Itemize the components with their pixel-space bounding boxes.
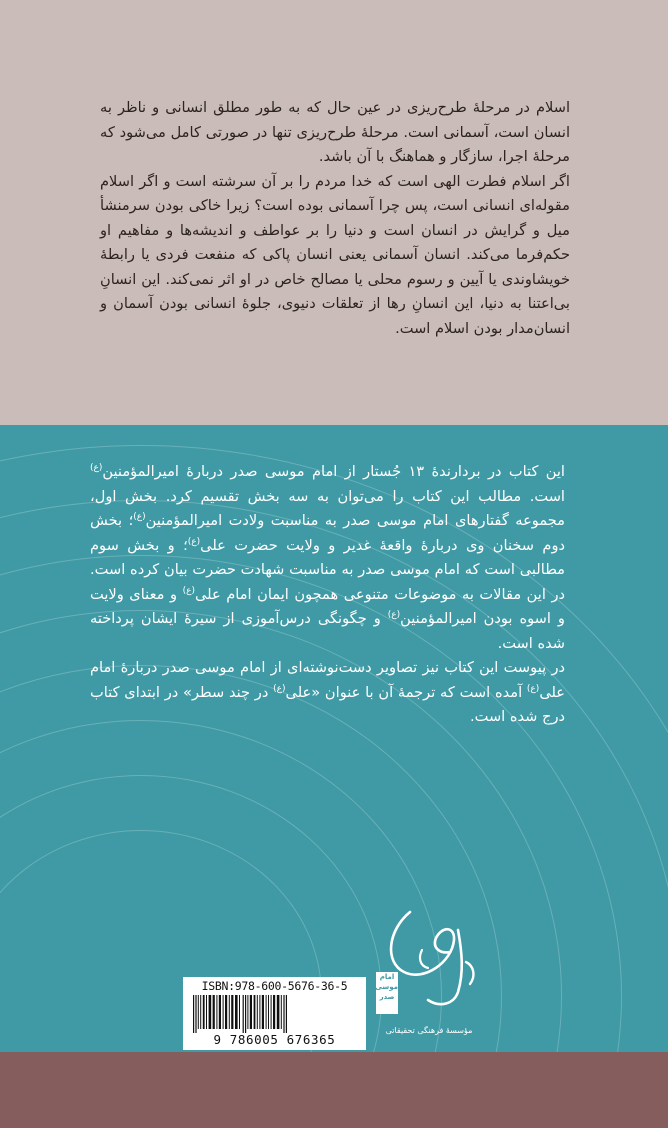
- barcode-bar: [229, 995, 230, 1029]
- honorific-mark: (ع): [273, 683, 286, 694]
- barcode-bar: [219, 995, 221, 1029]
- top-paragraph-1: اسلام در مرحلهٔ طرح‌ریزی در عین حال که به طور مطلق انسانی و ناظر به انسان است، آسمانی است. مرحلهٔ طرح‌ریزی تنها در صورتی کامل می‌شود که مرحلهٔ اجرا، سازگار و هماهنگ با آن باشد.: [100, 99, 570, 165]
- barcode-bar: [262, 995, 264, 1029]
- badge-line: موسی: [375, 983, 398, 991]
- barcode-bar: [209, 995, 212, 1029]
- barcode-bar: [225, 995, 227, 1029]
- barcode-bar: [281, 995, 282, 1029]
- barcode-bars: [191, 995, 358, 1033]
- top-text-block: [100, 96, 570, 341]
- barcode-bar: [216, 995, 217, 1029]
- barcode-bar: [257, 995, 258, 1029]
- barcode-bar: [277, 995, 280, 1029]
- barcode-bar: [231, 995, 233, 1029]
- text-run: در پیوست این کتاب نیز تصاویر دست‌نوشته‌ای از امام موسی صدر دربارهٔ امام علی: [90, 659, 566, 701]
- barcode-bar: [250, 995, 252, 1029]
- barcode-bar: [198, 995, 199, 1029]
- text-run: و چگونگی درس‌آموزی از سیرهٔ ایشان پرداخته شده است.: [90, 610, 565, 652]
- honorific-mark: (ع): [187, 536, 201, 547]
- barcode-bar: [203, 995, 205, 1029]
- top-paragraph-2: اگر اسلام فطرت الهی است که خدا مردم را بر آن سرشته است و اگر اسلام مقوله‌ای انسانی است، پس چرا آسمانی بوده است؟ زیرا خاکی بودن سرمنشأ میل و گرایش در انسان است و دنیا را بر عواطف و اندیشه‌ها و مفاهیم او حکم‌فرما می‌کند. انسان آسمانی یعنی انسان پاکی که منفعت فردی یا رابطهٔ خویشاوندی یا آیین و رسوم محلی یا مصالح خاص در او اثر نمی‌کند. این انسانِ بی‌اعتنا به دنیا، این انسانِ رها از تعلقات دنیوی، جلوهٔ انسانی بودن آسمان و انسان‌مدار بودن اسلام است.: [100, 172, 570, 337]
- barcode-bar: [286, 995, 287, 1033]
- honorific-mark: (ع): [90, 463, 103, 474]
- text-run: در چند سطر» در ابتدای کتاب درج شده است.: [90, 683, 565, 725]
- text-run: است. مطالب این کتاب را می‌توان به سه بخش تقسیم کرد. بخش اول، مجموعه گفتارهای امام موسی صدر به مناسبت ولادت امیرالمؤمنین: [90, 487, 566, 529]
- text-run: این کتاب در بردارندهٔ ۱۳ جُستار از امام موسی صدر دربارهٔ امیرالمؤمنین: [102, 463, 565, 480]
- badge-line: صدر: [379, 993, 395, 1001]
- barcode-bar: [266, 995, 267, 1029]
- barcode-bar: [245, 995, 246, 1033]
- barcode-label: [183, 977, 366, 1050]
- text-run: ؛ و بخش سوم مطالبی است که امام موسی صدر به مناسبت شهادت حضرت بیان کرده است. در این مقالات به موضوعات متنوعی همچون ایمان امام علی: [90, 536, 565, 603]
- honorific-mark: (ع): [387, 610, 401, 621]
- barcode-bar: [213, 995, 215, 1029]
- barcode-bar: [195, 995, 196, 1033]
- barcode-bar: [235, 995, 238, 1029]
- barcode-bar: [206, 995, 207, 1029]
- text-run: و معنای ولایت و اسوه بودن امیرالمؤمنین: [90, 585, 565, 627]
- badge-line: امام: [379, 973, 395, 981]
- text-run: ؛ بخش دوم سخنان وی دربارهٔ واقعهٔ غدیر و ولایت حضرت علی: [90, 512, 565, 554]
- publisher-caption: مؤسسهٔ فرهنگی تحقیقاتی: [385, 1026, 473, 1035]
- honorific-mark: (ع): [133, 512, 146, 523]
- barcode-bar: [200, 995, 201, 1029]
- barcode-bar: [247, 995, 248, 1029]
- middle-text-block: [90, 460, 565, 730]
- middle-paragraph-2: [90, 656, 565, 730]
- barcode-digits: 9 786005 676365: [213, 1032, 336, 1047]
- isbn-text: ISBN:978-600-5676-36-5: [201, 979, 348, 993]
- barcode-bar: [243, 995, 244, 1033]
- honorific-mark: (ع): [182, 585, 195, 596]
- barcode-bar: [259, 995, 260, 1029]
- barcode-bar: [254, 995, 256, 1029]
- barcode-bar: [223, 995, 224, 1029]
- barcode-bar: [283, 995, 284, 1033]
- barcode-bar: [239, 995, 240, 1029]
- barcode-bar: [273, 995, 275, 1029]
- text-run: آمده است که ترجمهٔ آن با عنوان «علی: [285, 683, 527, 701]
- barcode-bar: [268, 995, 269, 1029]
- middle-paragraph-1: [90, 460, 565, 656]
- barcode-bar: [271, 995, 272, 1029]
- bottom-band: [0, 1052, 668, 1128]
- honorific-mark: (ع): [526, 683, 540, 694]
- barcode-bar: [193, 995, 194, 1033]
- publisher-badge: [376, 972, 398, 1014]
